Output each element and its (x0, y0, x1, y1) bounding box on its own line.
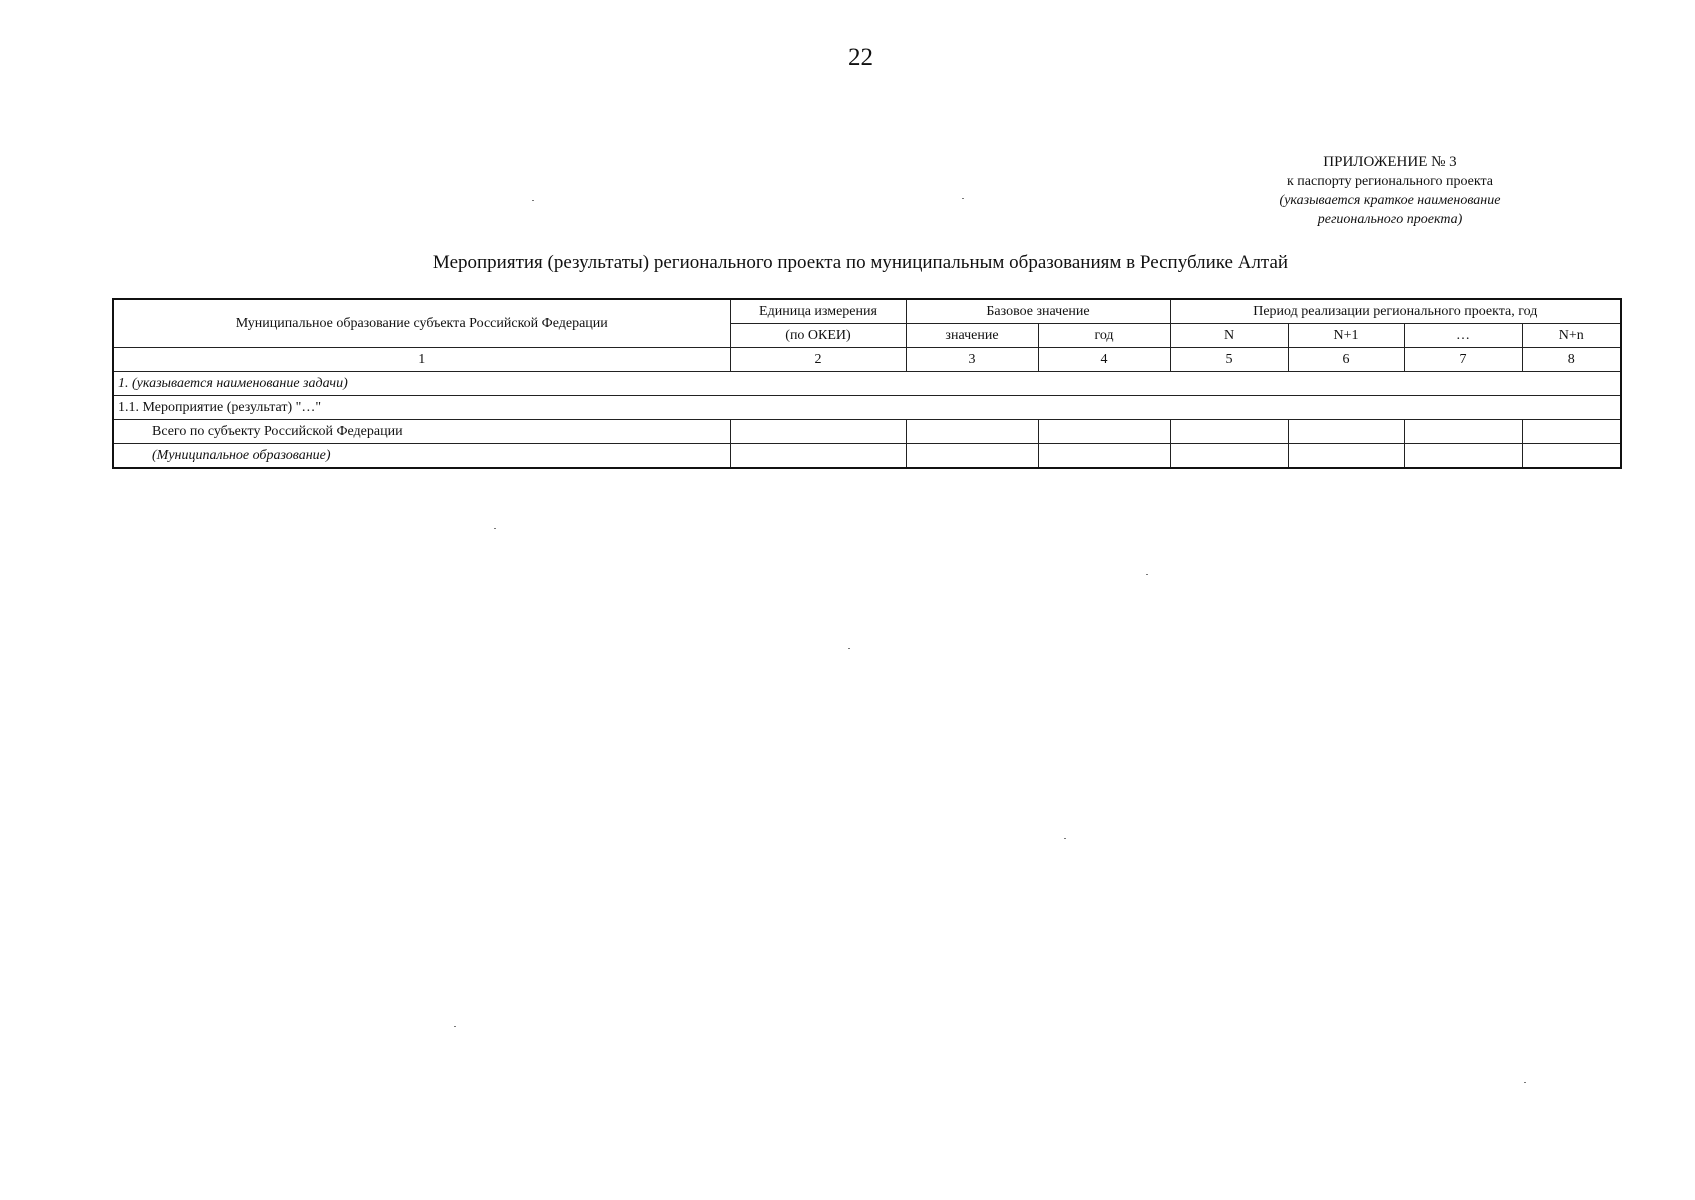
total-row (113, 420, 1621, 444)
table-cell (1170, 420, 1288, 444)
table-cell (1404, 420, 1522, 444)
table-cell (906, 420, 1038, 444)
event-row (113, 396, 1621, 420)
header-unit-line2: (по ОКЕИ) (730, 324, 906, 348)
column-number: 2 (730, 348, 906, 372)
header-municipality: Муниципальное образование субъекта Российской Федерации (113, 299, 730, 348)
table-cell (1522, 444, 1621, 469)
events-table (112, 298, 1622, 469)
appendix-line-1: к паспорту регионального проекта (1287, 174, 1493, 189)
appendix-line-3: регионального проекта) (1317, 212, 1463, 227)
column-number: 5 (1170, 348, 1288, 372)
table-cell (1170, 444, 1288, 469)
appendix-line-2: (указывается краткое наименование (1279, 193, 1501, 208)
column-number: 3 (906, 348, 1038, 372)
appendix-title: ПРИЛОЖЕНИЕ № 3 (1323, 154, 1457, 170)
event-cell: 1.1. Мероприятие (результат) "…" (113, 396, 1621, 420)
header-unit-line1: Единица измерения (730, 299, 906, 324)
table-cell (906, 444, 1038, 469)
table-cell (730, 420, 906, 444)
task-row (113, 372, 1621, 396)
header-period-n-plus-n: N+n (1522, 324, 1621, 348)
table-cell (1522, 420, 1621, 444)
task-cell: 1. (указывается наименование задачи) (113, 372, 1621, 396)
scan-speck (532, 200, 534, 201)
table-cell (1038, 420, 1170, 444)
column-number: 4 (1038, 348, 1170, 372)
scan-speck (1064, 838, 1066, 839)
header-period: Период реализации регионального проекта, год (1170, 299, 1621, 324)
scan-speck (848, 648, 850, 649)
header-period-n: N (1170, 324, 1288, 348)
scan-speck (494, 528, 496, 529)
total-label: Всего по субъекту Российской Федерации (113, 420, 730, 444)
header-period-n-plus-1: N+1 (1288, 324, 1404, 348)
header-period-ellipsis: … (1404, 324, 1522, 348)
column-numbers-row (113, 348, 1621, 372)
page-number: 22 (848, 44, 873, 71)
scan-speck (962, 198, 964, 199)
municipality-label: (Муниципальное образование) (113, 444, 730, 469)
appendix-block (1230, 153, 1550, 229)
scan-speck (454, 1026, 456, 1027)
column-number: 8 (1522, 348, 1621, 372)
table-cell (730, 444, 906, 469)
table-cell (1038, 444, 1170, 469)
table-cell (1404, 444, 1522, 469)
document-title: Мероприятия (результаты) регионального проекта по муниципальным образованиям в Республике Алтай (432, 252, 1289, 273)
column-number: 6 (1288, 348, 1404, 372)
header-base-value-value: значение (906, 324, 1038, 348)
scan-speck (1524, 1082, 1526, 1083)
table-cell (1288, 420, 1404, 444)
table-cell (1288, 444, 1404, 469)
column-number: 1 (113, 348, 730, 372)
scan-speck (1146, 574, 1148, 575)
municipality-row (113, 444, 1621, 469)
header-base-value-year: год (1038, 324, 1170, 348)
header-base-value: Базовое значение (906, 299, 1170, 324)
header-row-1 (113, 299, 1621, 324)
column-number: 7 (1404, 348, 1522, 372)
